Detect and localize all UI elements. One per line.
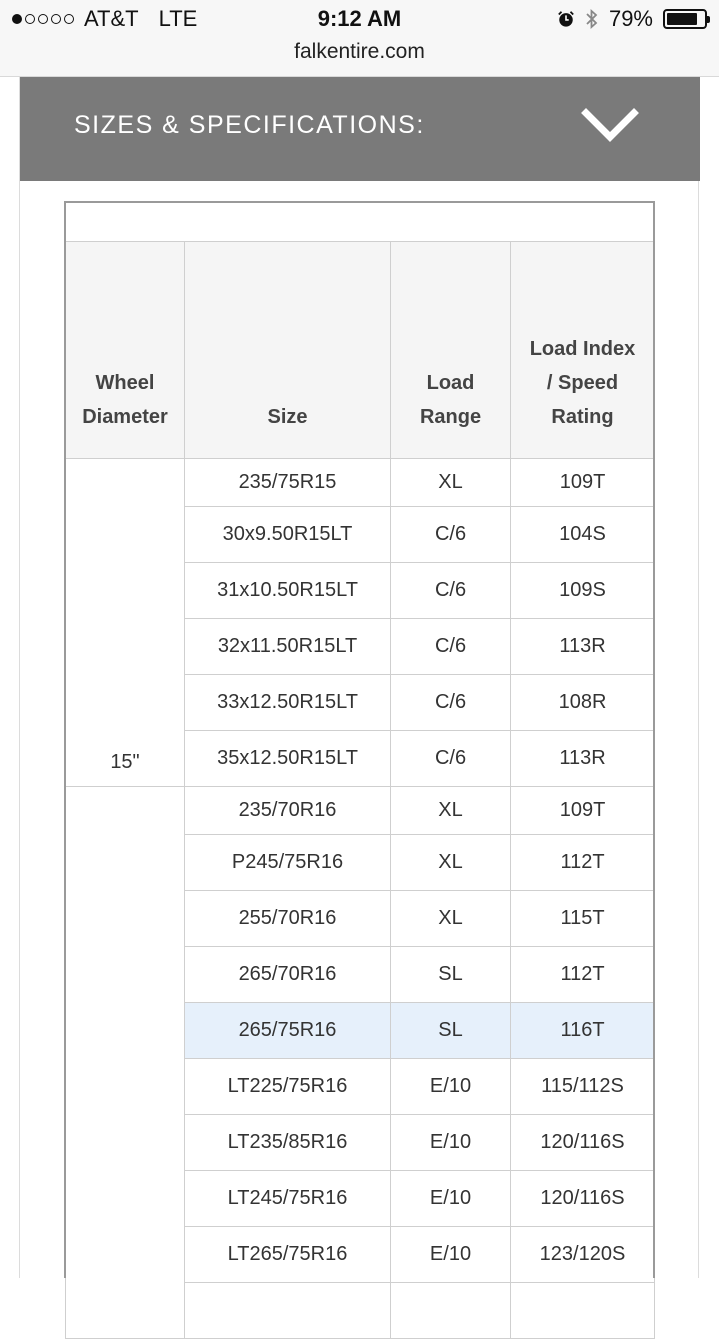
size-cell: 31x10.50R15LT: [185, 563, 391, 619]
load-range-cell: C/6: [391, 731, 511, 787]
size-cell: 33x12.50R15LT: [185, 675, 391, 731]
load-index-cell: 115/112S: [511, 1059, 655, 1115]
load-range-cell: E/10: [391, 1059, 511, 1115]
load-index-cell: 113R: [511, 619, 655, 675]
load-range-cell: C/6: [391, 563, 511, 619]
header-load-range: Load Range: [391, 242, 511, 459]
load-index-cell: 120/116S: [511, 1171, 655, 1227]
load-index-cell: [511, 1283, 655, 1339]
load-range-cell: E/10: [391, 1227, 511, 1283]
load-range-cell: E/10: [391, 1115, 511, 1171]
load-range-cell: E/10: [391, 1171, 511, 1227]
table-top-row: [66, 203, 655, 242]
load-index-cell: 120/116S: [511, 1115, 655, 1171]
size-cell: 235/75R15: [185, 459, 391, 507]
section-header[interactable]: [20, 77, 700, 181]
address-bar-url[interactable]: falkentire.com: [294, 40, 425, 63]
load-range-cell: SL: [391, 947, 511, 1003]
load-index-cell: 109S: [511, 563, 655, 619]
alarm-icon: [557, 10, 575, 28]
header-load-index-speed-rating: Load Index / Speed Rating: [511, 242, 655, 459]
load-range-cell: [391, 1283, 511, 1339]
load-index-cell: 123/120S: [511, 1227, 655, 1283]
load-index-cell: 108R: [511, 675, 655, 731]
wheel-diameter-cell: [66, 787, 185, 1339]
size-cell: LT225/75R16: [185, 1059, 391, 1115]
table-header-row: [66, 242, 655, 459]
carrier-name: AT&T: [84, 6, 139, 31]
battery-icon: [663, 9, 707, 29]
battery-percent: 79%: [608, 6, 653, 31]
size-cell: 32x11.50R15LT: [185, 619, 391, 675]
load-range-cell: C/6: [391, 675, 511, 731]
load-index-cell: 109T: [511, 459, 655, 507]
specifications-table: [65, 202, 655, 1339]
size-cell: [185, 1283, 391, 1339]
header-size: Size: [185, 242, 391, 459]
load-index-cell: 112T: [511, 835, 655, 891]
load-index-cell: 113R: [511, 731, 655, 787]
load-range-cell: XL: [391, 891, 511, 947]
size-cell: 35x12.50R15LT: [185, 731, 391, 787]
size-cell: 265/75R16: [185, 1003, 391, 1059]
size-cell: P245/75R16: [185, 835, 391, 891]
size-cell: 30x9.50R15LT: [185, 507, 391, 563]
section-title: SIZES & SPECIFICATIONS:: [74, 111, 425, 139]
size-cell: 255/70R16: [185, 891, 391, 947]
load-index-cell: 104S: [511, 507, 655, 563]
status-right: [557, 6, 707, 32]
size-cell: 265/70R16: [185, 947, 391, 1003]
load-range-cell: SL: [391, 1003, 511, 1059]
load-range-cell: C/6: [391, 507, 511, 563]
bluetooth-icon: [585, 9, 599, 29]
load-index-cell: 112T: [511, 947, 655, 1003]
load-index-cell: 116T: [511, 1003, 655, 1059]
load-index-cell: 109T: [511, 787, 655, 835]
table-body: [66, 459, 655, 1339]
header-wheel-diameter: Wheel Diameter: [66, 242, 185, 459]
network-type: LTE: [158, 6, 198, 31]
load-range-cell: XL: [391, 787, 511, 835]
chevron-down-icon[interactable]: [580, 103, 640, 147]
clock: 9:12 AM: [317, 6, 402, 31]
table-row: [66, 459, 655, 507]
load-range-cell: XL: [391, 835, 511, 891]
wheel-diameter-cell: 15": [66, 459, 185, 787]
load-range-cell: C/6: [391, 619, 511, 675]
size-cell: LT265/75R16: [185, 1227, 391, 1283]
size-cell: 235/70R16: [185, 787, 391, 835]
load-range-cell: XL: [391, 459, 511, 507]
size-cell: LT245/75R16: [185, 1171, 391, 1227]
load-index-cell: 115T: [511, 891, 655, 947]
table-row: [66, 787, 655, 835]
status-bar: [0, 0, 719, 77]
size-cell: LT235/85R16: [185, 1115, 391, 1171]
